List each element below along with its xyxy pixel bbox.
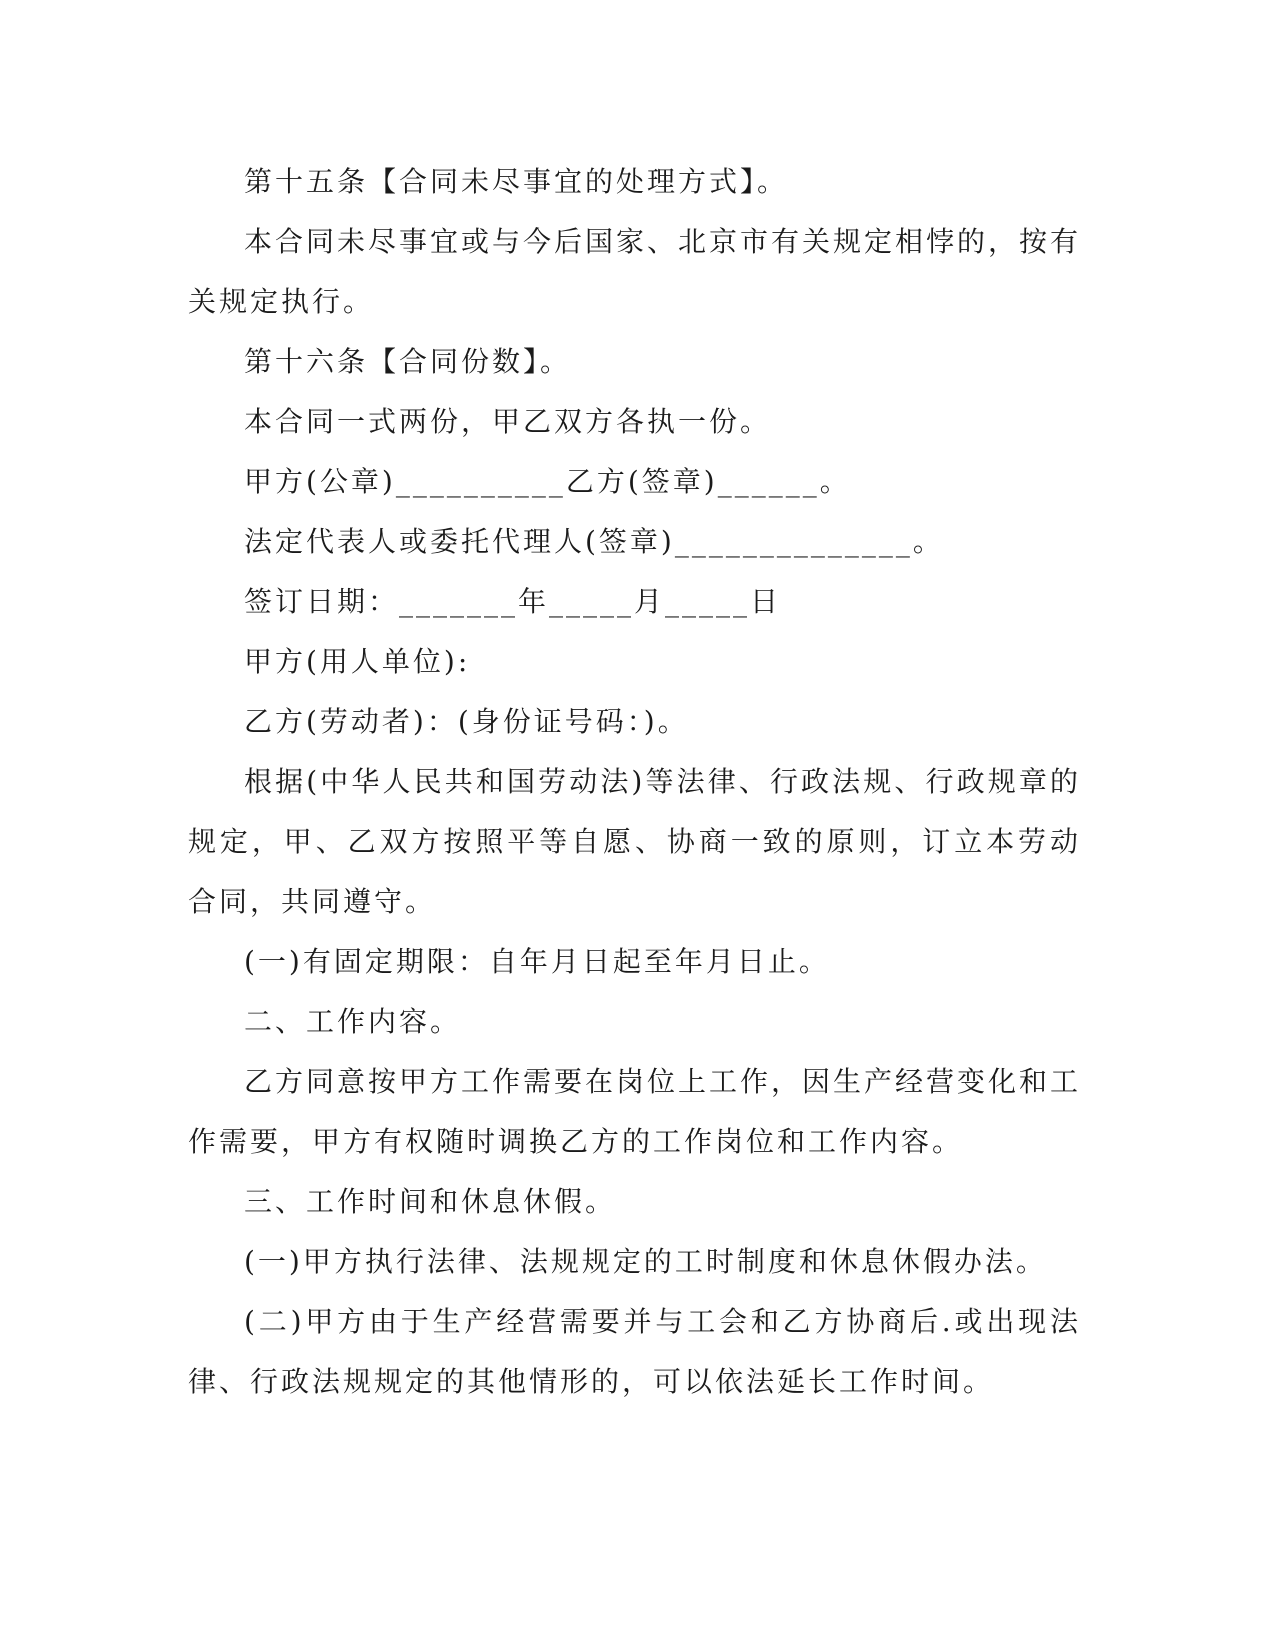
section-2-text: 乙方同意按甲方工作需要在岗位上工作，因生产经营变化和工作需要，甲方有权随时调换乙方的工作岗位和工作内容。 [188,1065,1082,1158]
article-16-text: 本合同一式两份，甲乙双方各执一份。 [244,405,772,438]
party-b-line: 乙方(劳动者)：(身份证号码：)。 [244,705,689,738]
representative-signature-line: 法定代表人或委托代理人(签章)______________。 [244,525,944,558]
article-15-text: 本合同未尽事宜或与今后国家、北京市有关规定相悖的，按有关规定执行。 [188,225,1082,318]
party-seal-line: 甲方(公章)__________乙方(签章)______。 [244,465,851,498]
section-3-heading: 三、工作时间和休息休假。 [244,1185,617,1218]
section-2-heading: 二、工作内容。 [244,1005,462,1038]
section-3-item-2: (二)甲方由于生产经营需要并与工会和乙方协商后.或出现法律、行政法规规定的其他情形的，可以依法延长工作时间。 [188,1305,1081,1398]
signing-date-line: 签订日期：_______年_____月_____日 [244,585,782,618]
article-16-heading: 第十六条【合同份数】。 [244,345,572,378]
section-3-item-1: (一)甲方执行法律、法规规定的工时制度和休息休假办法。 [244,1245,1047,1278]
preamble-paragraph: 根据(中华人民共和国劳动法)等法律、行政法规、行政规章的规定，甲、乙双方按照平等自愿、协商一致的原则，订立本劳动合同，共同遵守。 [188,765,1081,918]
document-body [188,152,1081,1412]
article-15-heading: 第十五条【合同未尽事宜的处理方式】。 [244,165,789,198]
fixed-term-line: (一)有固定期限：自年月日起至年月日止。 [244,945,830,978]
party-a-line: 甲方(用人单位): [244,645,471,678]
